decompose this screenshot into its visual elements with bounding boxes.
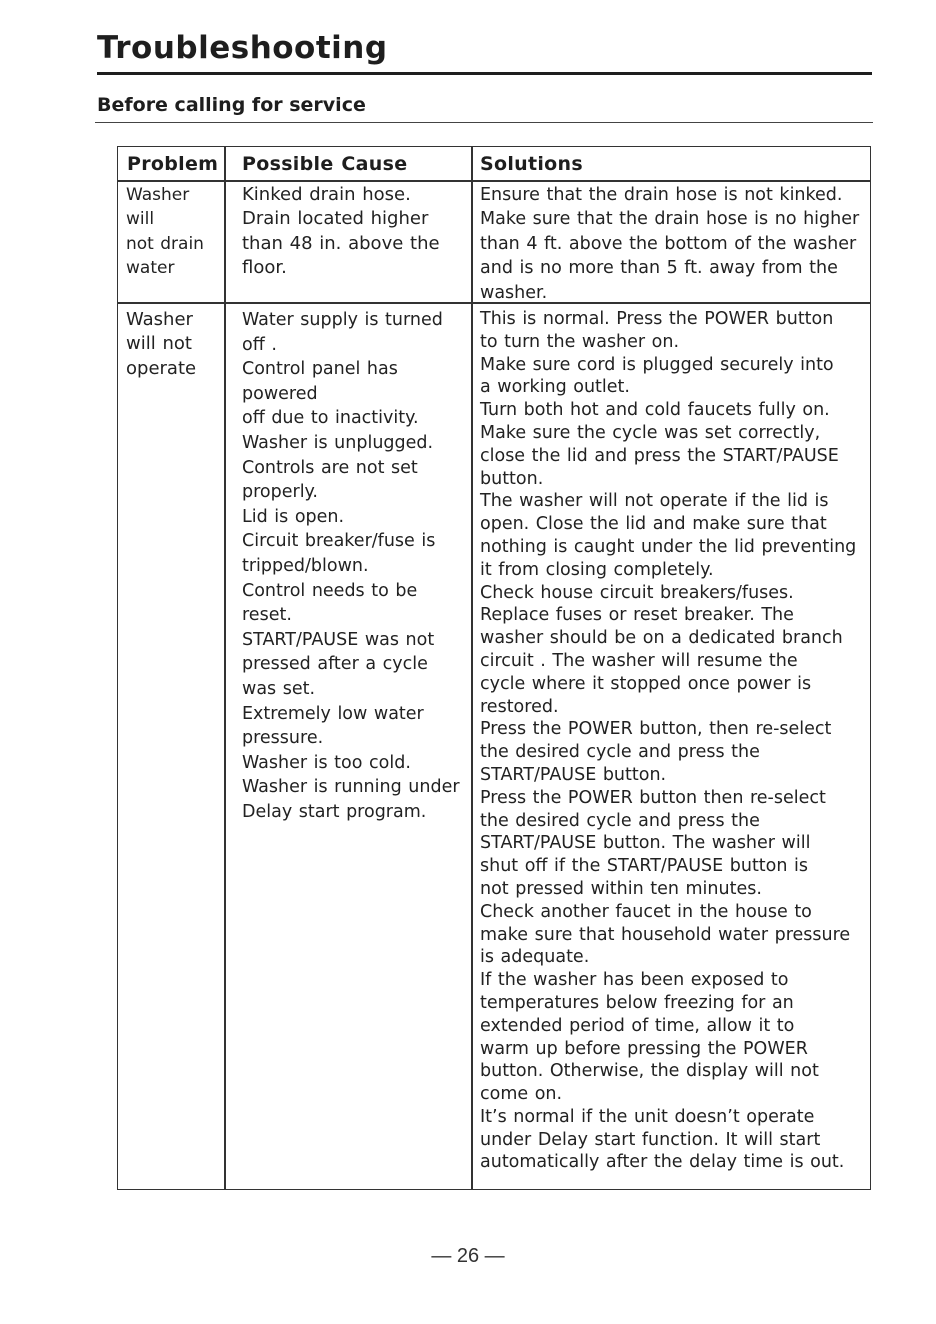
page-title: Troubleshooting [97,30,388,66]
page-number: — 26 — [431,1245,505,1267]
section-rule [95,122,873,123]
row-1-solutions: Ensure that the drain hose is not kinked. Make sure that the drain hose is no higher than 4 ft. above the bottom of the washer and is no more than 5 ft. away from the washer. [480,185,860,303]
row-2-solutions: This is normal. Press the POWER button to turn the washer on. Make sure cord is plugged securely into a working outlet. Turn both hot and cold faucets fully on. Make sure the cycle was set correctly, close the lid and press the START/PAUSE button. The washer will not operate if the lid is open. Close the lid and make sure that nothing is caught under the lid preventing it from closing completely. Check house circuit breakers/fuses. Replace fuses or reset breaker. The washer should be on a dedicated branch circuit . The washer will resume the cycle where it stopped once power is restored. Press the POWER button, then re-select the desired cycle and press the START/PAUSE button. Press the POWER button then re-select the desired cycle and press the START/PAUSE button. The washer will shut off if the START/PAUSE button is not pressed within ten minutes. Check another faucet in the house to make sure that household water pressure is adequate. If the washer has been exposed to temperatures below freezing for an extended period of time, allow it to warm up before pressing the POWER button. Otherwise, the display will not come on. It’s normal if the unit doesn’t operate under Delay start function. It will start automatically after the delay time is out. [480,309,857,1173]
header-possible-cause: Possible Cause [242,153,408,175]
row-2-problem: Washer will not operate [126,309,197,379]
troubleshooting-table [117,146,871,1190]
row-2-cause: Water supply is turned off . Control panel has powered off due to inactivity. Washer is unplugged. Controls are not set properly. Lid is open. Circuit breaker/fuse is tripped/blown. Control needs to be reset. START/PAUSE was not pressed after a cycle was set. Extremely low water pressure. Washer is too cold. Washer is running under Delay start program. [242,310,460,822]
header-divider [118,180,870,182]
row-1-problem: Washer will not drain water [126,185,204,279]
header-problem: Problem [127,153,219,175]
row-1-cause: Kinked drain hose. Drain located higher than 48 in. above the floor. [242,184,440,279]
header-solutions: Solutions [480,153,583,175]
section-title: Before calling for service [97,94,366,116]
title-rule [97,72,872,75]
